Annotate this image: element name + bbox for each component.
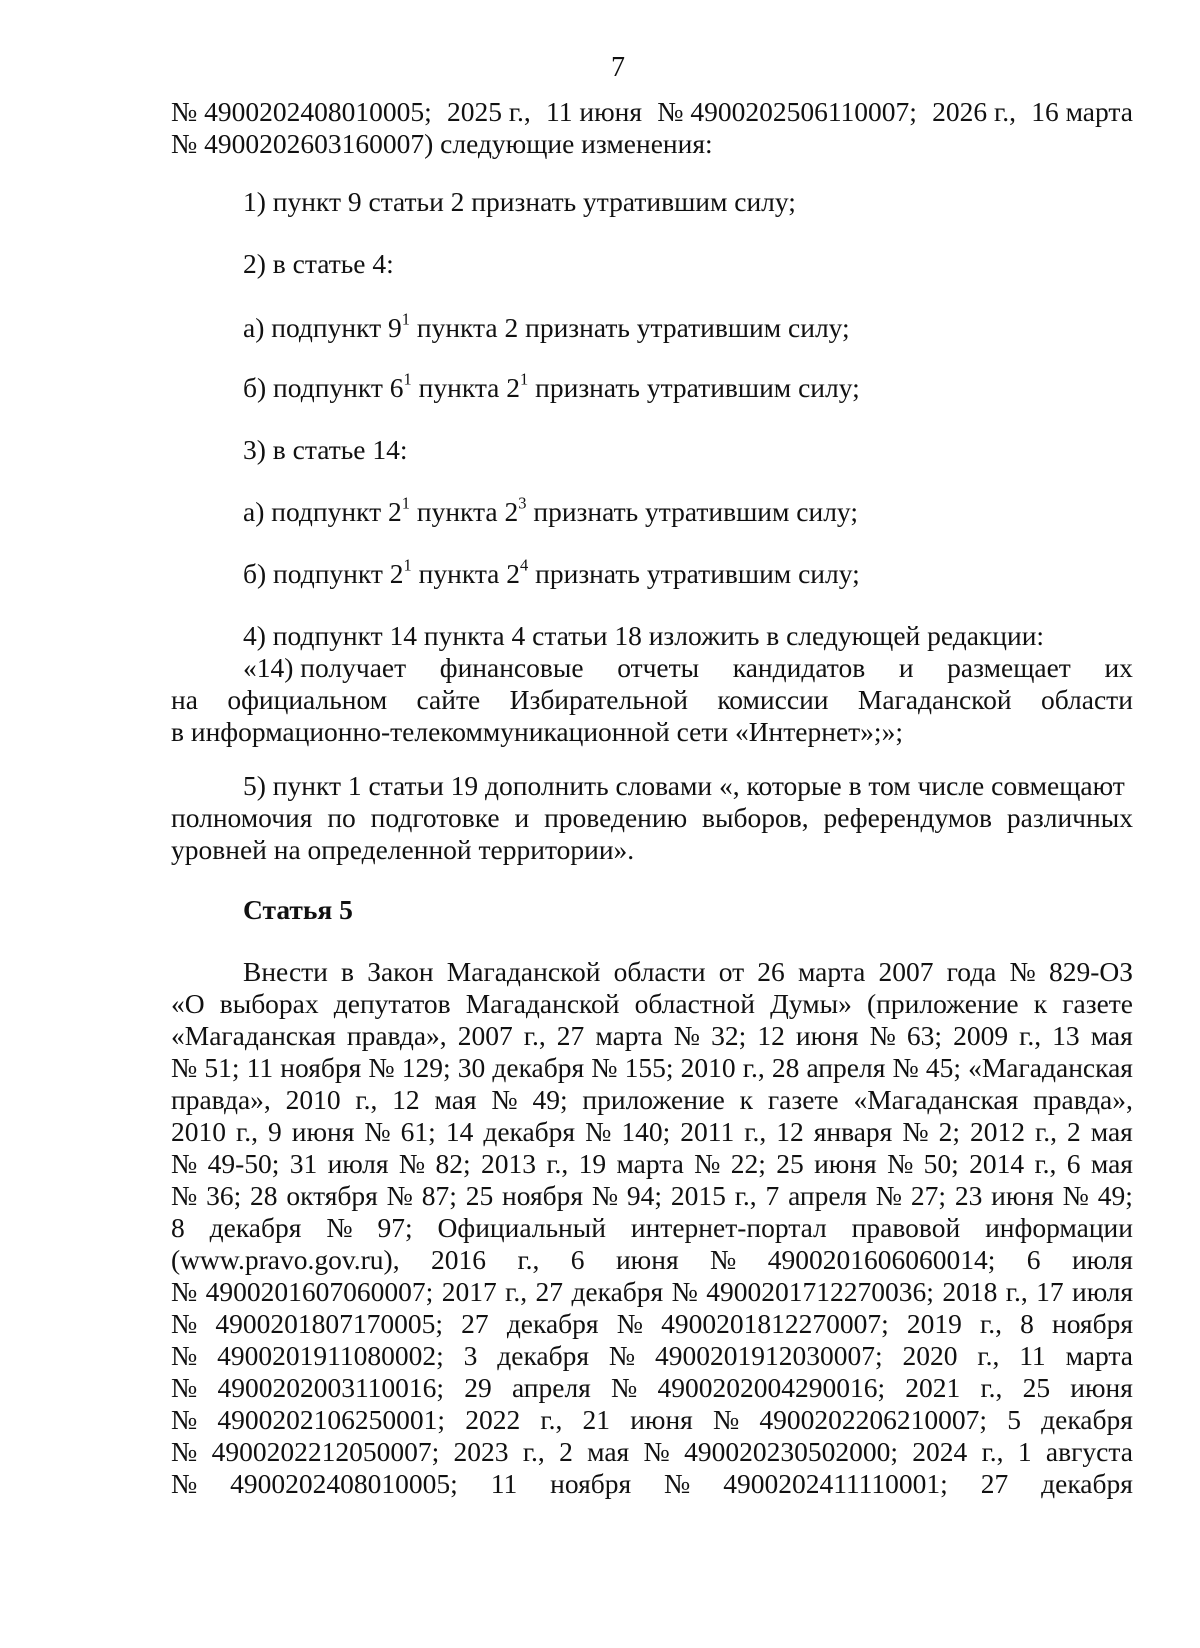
page-number: 7 bbox=[611, 52, 625, 83]
text-line: № 4900201807170005; 27 декабря № 4900201812270007; 2019 г., 8 ноября bbox=[171, 1308, 1133, 1339]
text-line: правда», 2010 г., 12 мая № 49; приложение к газете «Магаданская правда», bbox=[171, 1084, 1133, 1115]
text-line: 4) подпункт 14 пункта 4 статьи 18 изложить в следующей редакции: bbox=[243, 620, 1045, 651]
text-line: 5) пункт 1 статьи 19 дополнить словами «, которые в том числе совмещают bbox=[243, 770, 1125, 801]
text-line: «О выборах депутатов Магаданской областной Думы» (приложение к газете bbox=[171, 988, 1133, 1019]
text-line: № 36; 28 октября № 87; 25 ноября № 94; 2015 г., 7 апреля № 27; 23 июня № 49; bbox=[171, 1180, 1133, 1211]
text-line: на официальном сайте Избирательной комиссии Магаданской области bbox=[171, 684, 1133, 715]
item-3: 3) в статье 14: bbox=[243, 434, 408, 465]
intro-paragraph bbox=[171, 96, 1133, 160]
text-line: 8 декабря № 97; Официальный интернет-портал правовой информации bbox=[171, 1212, 1133, 1243]
text-line: № 4900202003110016; 29 апреля № 4900202004290016; 2021 г., 25 июня bbox=[171, 1372, 1133, 1403]
text-line: «Магаданская правда», 2007 г., 27 марта № 32; 12 июня № 63; 2009 г., 13 мая bbox=[171, 1020, 1133, 1051]
text-line: в информационно-телекоммуникационной сети «Интернет»;»; bbox=[171, 716, 903, 747]
text-line: 2010 г., 9 июня № 61; 14 декабря № 140; 2011 г., 12 января № 2; 2012 г., 2 мая bbox=[171, 1116, 1133, 1147]
item-2: 2) в статье 4: bbox=[243, 248, 394, 279]
text-line: Внести в Закон Магаданской области от 26 марта 2007 года № 829-ОЗ bbox=[243, 956, 1133, 987]
text-line: уровней на определенной территории». bbox=[171, 834, 635, 865]
item-2a: а) подпункт $9^1$ пункта 2 признать утратившим силу; bbox=[243, 312, 850, 343]
text-line: № 4900201911080002; 3 декабря № 4900201912030007; 2020 г., 11 марта bbox=[171, 1340, 1133, 1371]
item-4 bbox=[171, 620, 1133, 748]
text-line: № 4900201607060007; 2017 г., 27 декабря № 4900201712270036; 2018 г., 17 июля bbox=[171, 1276, 1133, 1307]
text-line: № 4900202106250001; 2022 г., 21 июня № 4900202206210007; 5 декабря bbox=[171, 1404, 1133, 1435]
article-heading: Статья 5 bbox=[243, 894, 353, 925]
text-line: № 4900202212050007; 2023 г., 2 мая № 490020230502000; 2024 г., 1 августа bbox=[171, 1436, 1133, 1467]
text-line: № 49-50; 31 июля № 82; 2013 г., 19 марта № 22; 25 июня № 50; 2014 г., 6 мая bbox=[171, 1148, 1133, 1179]
text-line: полномочия по подготовке и проведению выборов, референдумов различных bbox=[171, 802, 1133, 833]
item-1: 1) пункт 9 статьи 2 признать утратившим силу; bbox=[243, 186, 796, 217]
text-line: № 51; 11 ноября № 129; 30 декабря № 155; 2010 г., 28 апреля № 45; «Магаданская bbox=[171, 1052, 1133, 1083]
text-line: № 4900202408010005; 2025 г., 11 июня № 4900202506110007; 2026 г., 16 марта bbox=[171, 96, 1133, 127]
text-line: № 4900202408010005; 11 ноября № 4900202411110001; 27 декабря bbox=[171, 1468, 1133, 1499]
item-3a: а) подпункт $2^1$ пункта $2^3$ признать утратившим силу; bbox=[243, 496, 858, 527]
item-5 bbox=[171, 770, 1133, 866]
item-3b: б) подпункт $2^1$ пункта $2^4$ признать утратившим силу; bbox=[243, 558, 860, 589]
text-line: № 4900202603160007) следующие изменения: bbox=[171, 128, 713, 159]
article-5-body bbox=[171, 956, 1133, 1500]
text-line: (www.pravo.gov.ru), 2016 г., 6 июня № 4900201606060014; 6 июля bbox=[171, 1244, 1133, 1275]
item-2b: б) подпункт $6^1$ пункта $2^1$ признать утратившим силу; bbox=[243, 372, 860, 403]
text-line: «14) получает финансовые отчеты кандидатов и размещает их bbox=[243, 652, 1133, 683]
